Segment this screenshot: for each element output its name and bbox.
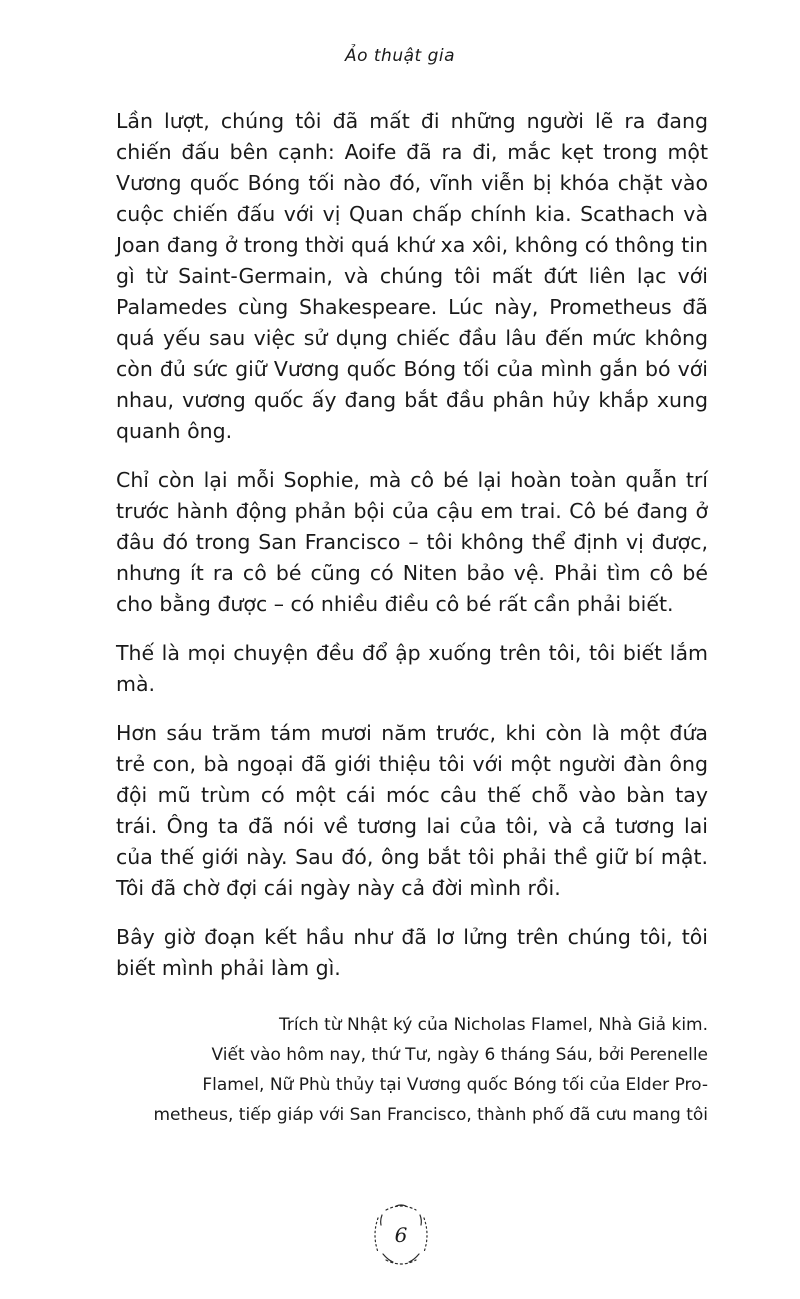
- journal-signature: [116, 1010, 708, 1130]
- signature-line-1: Trích từ Nhật ký của Nicholas Flamel, Nhà Giả kim.: [279, 1015, 708, 1035]
- page-number-ornament: [366, 1200, 436, 1270]
- page-number: 6: [394, 1223, 408, 1247]
- signature-line-3: Flamel, Nữ Phù thủy tại Vương quốc Bóng tối của Elder Pro-: [202, 1075, 708, 1095]
- paragraph-3: Thế là mọi chuyện đều đổ ập xuống trên tôi, tôi biết lắm mà.: [116, 641, 708, 696]
- body-text: [116, 106, 708, 1002]
- running-header: Ảo thuật gia: [344, 46, 456, 66]
- signature-line-2: Viết vào hôm nay, thứ Tư, ngày 6 tháng Sáu, bởi Perenelle: [211, 1045, 708, 1065]
- paragraph-4: Hơn sáu trăm tám mươi năm trước, khi còn là một đứa trẻ con, bà ngoại đã giới thiệu tôi với một người đàn ông đội mũ trùm có một cái móc câu thế chỗ vào bàn tay trái. Ông ta đã nói về tương lai của tôi, và cả tương lai của thế giới này. Sau đó, ông bắt tôi phải thề giữ bí mật. Tôi đã chờ đợi cái ngày này cả đời mình rồi.: [116, 721, 708, 900]
- signature-line-4: metheus, tiếp giáp với San Francisco, thành phố đã cưu mang tôi: [153, 1105, 708, 1125]
- paragraph-2: Chỉ còn lại mỗi Sophie, mà cô bé lại hoàn toàn quẫn trí trước hành động phản bội của cậu em trai. Cô bé đang ở đâu đó trong San Francisco – tôi không thể định vị được, nhưng ít ra cô bé cũng có Niten bảo vệ. Phải tìm cô bé cho bằng được – có nhiều điều cô bé rất cần phải biết.: [116, 468, 708, 616]
- paragraph-1: Lần lượt, chúng tôi đã mất đi những người lẽ ra đang chiến đấu bên cạnh: Aoife đã ra đi, mắc kẹt trong một Vương quốc Bóng tối nào đó, vĩnh viễn bị khóa chặt vào cuộc chiến đấu với vị Quan chấp chính kia. Scathach và Joan đang ở trong thời quá khứ xa xôi, không có thông tin gì từ Saint-Germain, và chúng tôi mất đứt liên lạc với Palamedes cùng Shakespeare. Lúc này, Prometheus đã quá yếu sau việc sử dụng chiếc đầu lâu đến mức không còn đủ sức giữ Vương quốc Bóng tối của mình gắn bó với nhau, vương quốc ấy đang bắt đầu phân hủy khắp xung quanh ông.: [116, 109, 708, 443]
- paragraph-5: Bây giờ đoạn kết hầu như đã lơ lửng trên chúng tôi, tôi biết mình phải làm gì.: [116, 925, 708, 980]
